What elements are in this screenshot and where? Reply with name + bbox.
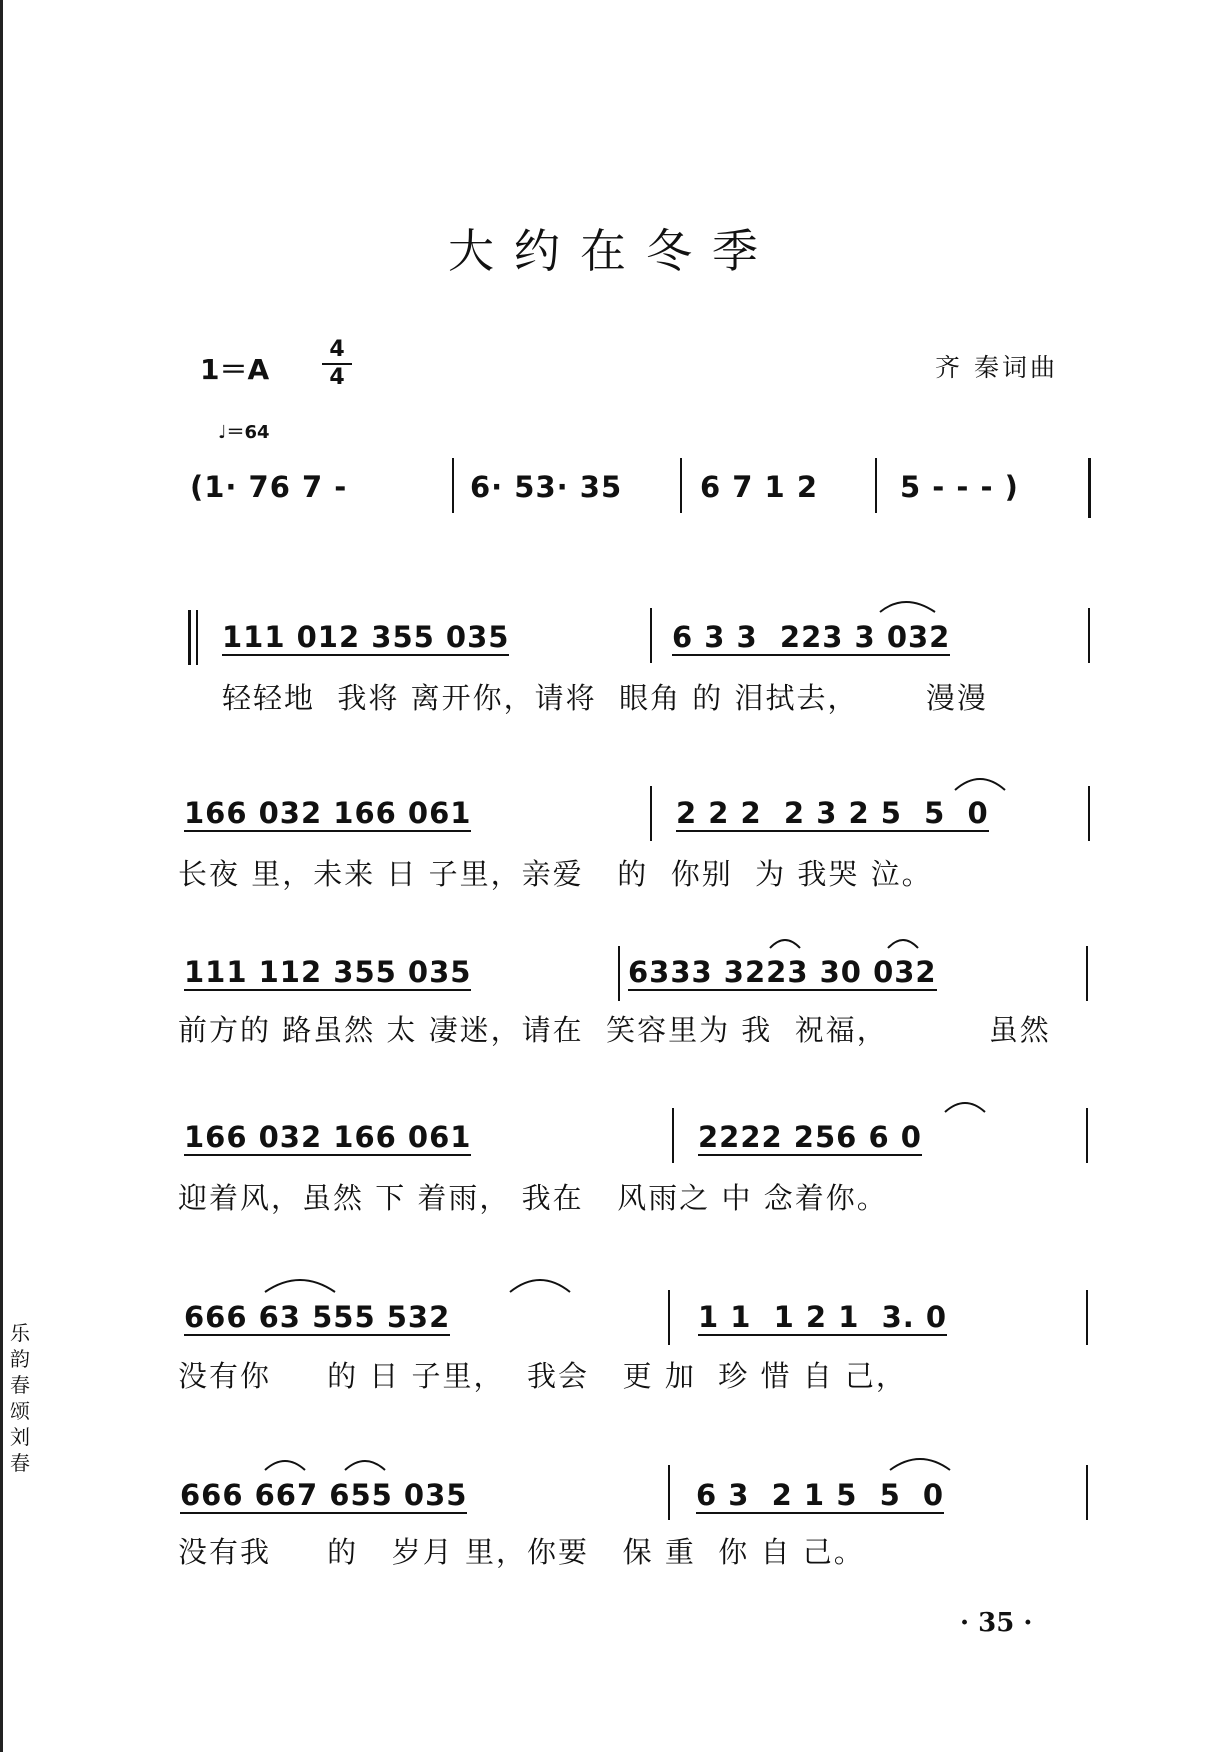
page-number: · 35 ·: [960, 1608, 1033, 1638]
tie-arc: [880, 602, 935, 612]
line-4-notes-b: 2222 256 6 0: [698, 1120, 922, 1154]
intro-measure-1: (1· 76 7 -: [190, 470, 348, 504]
line-3-notes-b: 6333 3223 30 032: [628, 955, 937, 989]
line-2-lyrics: 长夜 里，未来 日 子里，亲爱 的 你别 为 我哭 泣。: [178, 857, 933, 891]
key-signature: 1＝A: [200, 353, 270, 386]
time-signature-top: 4: [329, 337, 345, 362]
tie-arc: [510, 1280, 570, 1292]
author-credit: 齐 秦词曲: [935, 353, 1058, 382]
line-5-notes-b: 1 1 1 2 1 3. 0: [698, 1300, 948, 1334]
line-1-lyrics: 轻轻地 我将 离开你，请将 眼角 的 泪拭去， 漫漫: [222, 681, 988, 715]
line-6-notes-b: 6 3 2 1 5 5 0: [696, 1478, 945, 1512]
line-4-lyrics: 迎着风，虽然 下 着雨， 我在 风雨之 中 念着你。: [178, 1181, 888, 1215]
tempo-marking: ♩＝64: [218, 422, 270, 443]
tie-arc: [345, 1461, 385, 1470]
line-4-notes-a: 166 032 166 061: [184, 1120, 472, 1154]
tie-arc: [890, 1459, 950, 1470]
tie-arc: [265, 1461, 305, 1470]
line-5-lyrics: 没有你 的 日 子里， 我会 更 加 珍 惜 自 己，: [178, 1359, 907, 1393]
tie-arc: [265, 1280, 335, 1292]
intro-measure-2: 6· 53· 35: [470, 470, 623, 504]
line-5-notes-a: 666 63 555 532: [184, 1300, 451, 1334]
intro-measure-4: 5 - - - ): [900, 470, 1019, 504]
intro-measure-3: 6 7 1 2: [700, 470, 819, 504]
tie-arc: [945, 1103, 985, 1112]
line-1-notes-a: 111 012 355 035: [222, 620, 510, 654]
line-1-notes-b: 6 3 3 223 3 032: [672, 620, 951, 654]
side-margin-note: 乐 韵 春 颂 刘 春: [10, 1321, 30, 1475]
line-2-notes-a: 166 032 166 061: [184, 796, 472, 830]
line-6-notes-a: 666 667 655 035: [180, 1478, 468, 1512]
song-title: 大约在冬季: [448, 224, 778, 278]
line-2-notes-b: 2 2 2 2 3 2 5 5 0: [676, 796, 989, 830]
tie-arc: [955, 779, 1005, 790]
tie-arc: [770, 940, 800, 948]
line-3-lyrics: 前方的 路虽然 太 凄迷，请在 笑容里为 我 祝福， 虽然: [178, 1013, 1051, 1047]
time-signature-bottom: 4: [329, 365, 345, 390]
line-3-notes-a: 111 112 355 035: [184, 955, 472, 989]
line-6-lyrics: 没有我 的 岁月 里，你要 保 重 你 自 己。: [178, 1535, 865, 1569]
tie-arc: [888, 940, 918, 948]
